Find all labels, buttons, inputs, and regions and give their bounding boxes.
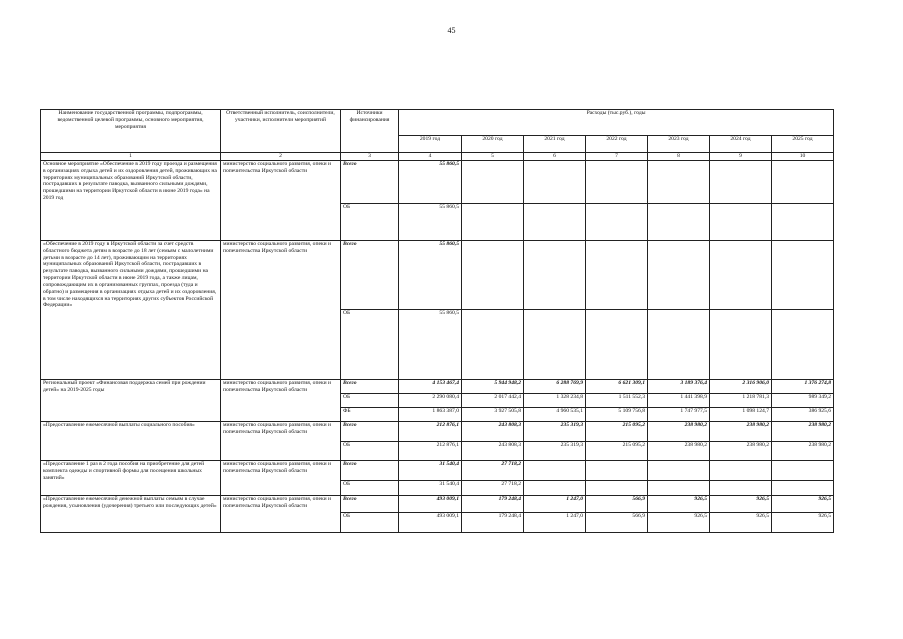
expense-value: 212 876,1 [399, 422, 462, 442]
expense-value: 31 540,4 [399, 461, 462, 481]
expense-value [524, 161, 586, 204]
expense-value [648, 204, 710, 241]
header-name: Наименование государственной программы, подпрограммы, ведомственной целевой программы, основного мероприятия, мероприятия [41, 110, 221, 153]
expense-value [710, 481, 772, 496]
row-executor: министерство социального развития, опеки и попечительства Иркутской области [221, 496, 341, 533]
expense-value: 1 218 781,3 [710, 394, 772, 408]
expense-value [586, 461, 648, 481]
expense-value: 1 511 552,3 [586, 394, 648, 408]
expense-value [772, 461, 834, 481]
expense-value [648, 310, 710, 380]
expense-value: 926,5 [772, 496, 834, 513]
expense-value: 238 980,2 [648, 422, 710, 442]
expense-value [710, 161, 772, 204]
row-name: Основное мероприятие «Обеспечение в 2019 году проезда и размещения в организациях отдыха детей и их оздоровления детей, проживающих на территориях муниципальных образований Иркутской области, пострадавших в результате паводка, вызванного сильными дождями, прошедшими на территории Иркутской области в июне 2019 года» на 2019 год [41, 161, 221, 241]
expense-value: 1 098 124,7 [710, 408, 772, 422]
expense-value: 926,5 [772, 513, 834, 533]
expense-value [586, 310, 648, 380]
expense-value: 1 376 274,8 [772, 380, 834, 394]
expense-value: 27 718,2 [462, 481, 524, 496]
expense-value: 2 290 080,4 [399, 394, 462, 408]
expense-value [710, 310, 772, 380]
expense-value: 1 863 387,0 [399, 408, 462, 422]
row-executor: министерство социального развития, опеки и попечительства Иркутской области [221, 161, 341, 241]
expense-value: 55 860,5 [399, 161, 462, 204]
expense-value: 2 017 442,4 [462, 394, 524, 408]
table-row [41, 241, 834, 310]
table-row [41, 422, 834, 442]
expense-value: 566,9 [586, 513, 648, 533]
expense-value [524, 461, 586, 481]
expense-value: 55 860,5 [399, 241, 462, 310]
expense-value: 5 944 948,2 [462, 380, 524, 394]
funding-source: ОБ [341, 481, 399, 496]
expense-value: 4 960 535,1 [524, 408, 586, 422]
row-executor: министерство социального развития, опеки и попечительства Иркутской области [221, 241, 341, 380]
expense-value: 179 248,4 [462, 513, 524, 533]
expense-value: 212 876,1 [399, 442, 462, 461]
expense-value [648, 481, 710, 496]
table-row [41, 380, 834, 394]
row-name: «Предоставление ежемесячной выплаты социального пособия» [41, 422, 221, 461]
expense-value [586, 481, 648, 496]
column-index: 9 [710, 153, 772, 161]
funding-source: Всего [341, 496, 399, 513]
funding-source: Всего [341, 161, 399, 204]
funding-source: ФБ [341, 408, 399, 422]
expense-value: 55 860,5 [399, 310, 462, 380]
expense-value: 55 860,5 [399, 204, 462, 241]
expense-value: 2 316 906,0 [710, 380, 772, 394]
expense-value: 1 247,0 [524, 496, 586, 513]
expense-value: 493 009,1 [399, 513, 462, 533]
row-executor: министерство социального развития, опеки и попечительства Иркутской области [221, 461, 341, 496]
row-name: Региональный проект «Финансовая поддержка семей при рождении детей» на 2019-2025 годы [41, 380, 221, 422]
expense-value [710, 241, 772, 310]
expense-value: 493 009,1 [399, 496, 462, 513]
expense-value [524, 204, 586, 241]
expense-value: 31 540,4 [399, 481, 462, 496]
table-row [41, 161, 834, 204]
column-index: 7 [586, 153, 648, 161]
column-index: 2 [221, 153, 341, 161]
expense-value [648, 161, 710, 204]
expense-value: 1 747 977,5 [648, 408, 710, 422]
expense-value: 243 808,3 [462, 422, 524, 442]
expense-value: 566,9 [586, 496, 648, 513]
row-executor: министерство социального развития, опеки и попечительства Иркутской области [221, 380, 341, 422]
row-name: «Предоставление ежемесячной денежной выплаты семьям в случае рождения, усыновления (удочерения) третьего или последующих детей» [41, 496, 221, 533]
expense-value [524, 241, 586, 310]
header-year: 2020 год [462, 136, 524, 153]
header-year: 2019 год [399, 136, 462, 153]
expense-value: 386 925,6 [772, 408, 834, 422]
funding-source: Всего [341, 241, 399, 310]
expense-value: 3 927 505,8 [462, 408, 524, 422]
header-year: 2023 год [648, 136, 710, 153]
funding-source: ОБ [341, 513, 399, 533]
expense-value: 926,5 [710, 496, 772, 513]
expense-value: 238 980,2 [772, 422, 834, 442]
expense-value [462, 310, 524, 380]
row-executor: министерство социального развития, опеки и попечительства Иркутской области [221, 422, 341, 461]
expense-value [524, 481, 586, 496]
expense-value: 3 189 376,4 [648, 380, 710, 394]
expense-value: 1 247,0 [524, 513, 586, 533]
expense-value: 6 621 309,1 [586, 380, 648, 394]
expense-value: 1 441 398,9 [648, 394, 710, 408]
funding-source: ОБ [341, 204, 399, 241]
header-year: 2021 год [524, 136, 586, 153]
expense-value [710, 204, 772, 241]
expense-value [772, 204, 834, 241]
expense-value [772, 161, 834, 204]
expense-value: 238 980,2 [710, 422, 772, 442]
expense-value [524, 310, 586, 380]
row-name: «Предоставление 1 раз в 2 года пособия на приобретение для детей комплекта одежды и спортивной формы для посещения школьных занятий» [41, 461, 221, 496]
funding-source: Всего [341, 422, 399, 442]
funding-source: ОБ [341, 310, 399, 380]
expense-value [772, 481, 834, 496]
expense-value: 235 319,3 [524, 422, 586, 442]
expense-value: 238 980,2 [710, 442, 772, 461]
column-index: 5 [462, 153, 524, 161]
budget-table [40, 109, 834, 533]
expense-value [772, 310, 834, 380]
expense-value [648, 461, 710, 481]
expense-value [462, 161, 524, 204]
expense-value: 5 109 756,8 [586, 408, 648, 422]
header-expenses: Расходы (тыс.руб.), годы [399, 110, 834, 136]
expense-value: 989 349,2 [772, 394, 834, 408]
funding-source: ОБ [341, 442, 399, 461]
header-source: Источники финансирования [341, 110, 399, 153]
expense-value: 4 153 467,4 [399, 380, 462, 394]
page-number: 45 [447, 26, 456, 35]
row-name: «Обеспечение в 2019 году в Иркутской области за счет средств областного бюджета детям в возрасте до 18 лет (семьям с малолетними детьми в возрасте до 14 лет), проживающим на территориях муниципальных образований Иркутской области, пострадавших в результате паводка, вызванного сильными дождями, прошедшими на территории Иркутской области в июне 2019 года, а также лицам, сопровождающим их в организованных группах, проезда (туда и обратно) и размещения в организациях отдыха детей и их оздоровления, в том числе находящихся на территориях других субъектов Российской Федерации» [41, 241, 221, 380]
expense-value: 926,5 [710, 513, 772, 533]
expense-value: 6 288 769,9 [524, 380, 586, 394]
expense-value [462, 204, 524, 241]
header-year: 2025 год [772, 136, 834, 153]
column-index: 1 [41, 153, 221, 161]
expense-value [772, 241, 834, 310]
expense-value: 926,5 [648, 496, 710, 513]
table-row [41, 496, 834, 513]
expense-value: 235 319,3 [524, 442, 586, 461]
expense-value [462, 241, 524, 310]
funding-source: ОБ [341, 394, 399, 408]
expense-value: 215 095,2 [586, 422, 648, 442]
column-index: 3 [341, 153, 399, 161]
expense-value [586, 241, 648, 310]
expense-value: 243 808,3 [462, 442, 524, 461]
funding-source: Всего [341, 461, 399, 481]
header-year: 2024 год [710, 136, 772, 153]
expense-value: 27 718,2 [462, 461, 524, 481]
expense-value [586, 161, 648, 204]
column-index: 4 [399, 153, 462, 161]
expense-value [710, 461, 772, 481]
table-row [41, 461, 834, 481]
expense-value: 215 095,2 [586, 442, 648, 461]
column-index: 10 [772, 153, 834, 161]
header-year: 2022 год [586, 136, 648, 153]
expense-value: 926,5 [648, 513, 710, 533]
column-index: 6 [524, 153, 586, 161]
column-index: 8 [648, 153, 710, 161]
expense-value [586, 204, 648, 241]
funding-source: Всего [341, 380, 399, 394]
expense-value: 238 980,2 [772, 442, 834, 461]
expense-value: 179 248,4 [462, 496, 524, 513]
expense-value: 238 980,2 [648, 442, 710, 461]
expense-value: 1 328 234,8 [524, 394, 586, 408]
header-executor: Ответственный исполнитель, соисполнители, участники, исполнители мероприятий [221, 110, 341, 153]
expense-value [648, 241, 710, 310]
